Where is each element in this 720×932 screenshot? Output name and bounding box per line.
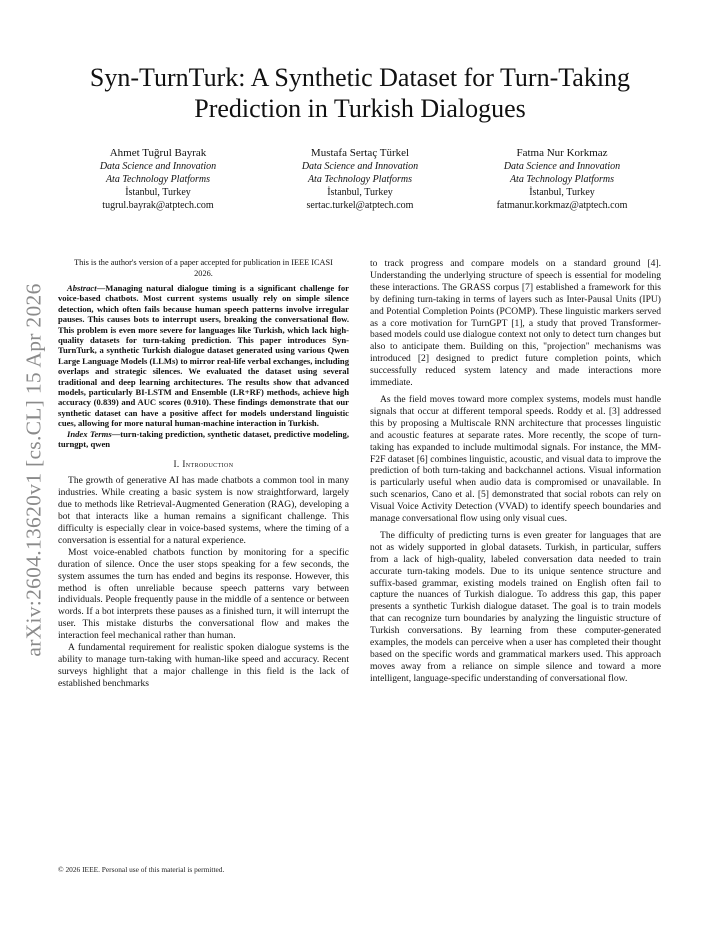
- copyright-notice: © 2026 IEEE. Personal use of this material is permitted.: [58, 865, 225, 874]
- body-paragraph: Most voice-enabled chatbots function by monitoring for a specific duration of silence. Once the user stops speaking for a few seconds, the system assumes the turn has ended and begins its response. However, this method is often unreliable because speech patterns vary between individuals. People frequently pause in the middle of a sentence or between words. If a bot interprets these pauses as a finished turn, it will interrupt the user. This mistake disturbs the conversational flow and makes the interaction feel mechanical rather than human.: [58, 546, 349, 642]
- author-department: Data Science and Innovation: [503, 161, 621, 172]
- index-terms-text: —turn-taking prediction, synthetic dataset, predictive modeling, turngpt, qwen: [58, 428, 350, 450]
- author-organization: Ata Technology Platforms: [307, 174, 413, 185]
- arxiv-identifier: arXiv:2604.13620v1 [cs.CL] 15 Apr 2026: [21, 283, 46, 657]
- abstract: [58, 283, 349, 429]
- author-name: Mustafa Sertaç Türkel: [310, 147, 410, 159]
- author-department: Data Science and Innovation: [99, 161, 217, 172]
- body-paragraph: to track progress and compare models on a standard ground [4]. Understanding the underlying structure of speech is essential for modeling these interactions. The GRASS corpus [7] established a framework for this by defining turn-taking in terms of layers such as Inter-Pausal Units (IPU) and Potential Completion Points (PCOMP). These linguistic markers served as a core motivation for TurnGPT [1], a study that proved Transformer-based models could use dialogue context not only to detect turn changes but also to anticipate them. Building on this, "projection" mechanisms was introduced [2] designed to predict future completion points, which successfully reduced system latency and made interactions more immediate.: [370, 258, 661, 389]
- paper-title: Syn-TurnTurk: A Synthetic Dataset for Turn-Taking Prediction in Turkish Dialogues: [89, 63, 631, 123]
- section-heading-introduction: I. Introduction: [173, 458, 234, 469]
- author-organization: Ata Technology Platforms: [509, 174, 615, 185]
- author-department: Data Science and Innovation: [301, 161, 419, 172]
- body-paragraph: As the field moves toward more complex systems, models must handle signals that occur at different temporal speeds. Roddy et al. [3] addressed this by proposing a Multiscale RNN architecture that processes linguistic and acoustic features at separate rates. More recently, the scope of turn-taking has expanded to include multimodal signals. For instance, the MM-F2F dataset [6] combines linguistic, acoustic, and visual data to improve the prediction of both turn-taking and backchannel actions. Visual information is particularly useful when audio data is compromised or unavailable. In such scenarios, Cano et al. [5] demonstrated that social robots can rely on Visual Voice Activity Detection (VVAD) to identify speech boundaries and manage conversational flow using only visual cues.: [370, 393, 661, 525]
- author-name: Fatma Nur Korkmaz: [516, 147, 608, 159]
- index-terms-label: Index Terms: [67, 428, 112, 439]
- author-organization: Ata Technology Platforms: [105, 174, 211, 185]
- body-paragraph: The growth of generative AI has made chatbots a common tool in many industries. While creating a basic system is now straightforward, largely due to methods like Retrieval-Augmented Generation (RAG), developing a bot that interacts like a human remains a significant challenge. This difficulty is especially clear in voice-based systems, where the timing of a conversation is essential for a natural experience.: [58, 475, 349, 546]
- abstract-text: —Managing natural dialogue timing is a significant challenge for voice-based chatbots. Most current systems usually rely on simple silence detection, which often fails because human speech patterns involve irregular pauses. This causes bots to interrupt users, breaking the conversational flow. This problem is even more severe for languages like Turkish, which lack high-quality datasets for turn-taking prediction. This paper introduces Syn-TurnTurk, a synthetic Turkish dialogue dataset generated using various Qwen Large Language Models (LLMs) to mirror real-life verbal exchanges, including overlaps and strategic silences. We evaluated the dataset using several traditional and deep learning architectures. The results show that advanced models, particularly BI-LSTM and Ensemble (LR+RF) methods, achieve high accuracy (0.839) and AUC scores (0.910). These findings demonstrate that our synthetic dataset can have a positive affect for models understand linguistic cues, allowing for more natural human-machine interaction in Turkish.: [58, 283, 349, 429]
- arxiv-sidebar-stamp: [16, 260, 52, 680]
- author-email: sertac.turkel@atptech.com: [306, 200, 414, 211]
- publication-notice: This is the author's version of a paper accepted for publication in IEEE ICASI 2026.: [74, 258, 333, 278]
- author-email: tugrul.bayrak@atptech.com: [102, 200, 214, 211]
- author-name: Ahmet Tuğrul Bayrak: [109, 147, 207, 159]
- author-city: İstanbul, Turkey: [529, 187, 595, 198]
- author-email: fatmanur.korkmaz@atptech.com: [496, 200, 628, 211]
- right-column: [370, 258, 661, 685]
- author-city: İstanbul, Turkey: [327, 187, 393, 198]
- author-card: [260, 146, 460, 212]
- author-block: [58, 146, 662, 212]
- abstract-label: Abstract: [67, 283, 97, 293]
- body-paragraph: The difficulty of predicting turns is even greater for languages that are not as widely supported in global datasets. Turkish, in particular, suffers from a lack of high-quality, labeled conversation data needed to train accurate turn-taking models. Due to its unique sentence structure and suffix-based grammar, existing models trained on English often fail to capture the nuances of Turkish dialogue. To address this gap, this paper presents a synthetic Turkish dialogue dataset. The goal is to train models that can recognize turn boundaries by analyzing the linguistic structure of Turkish conversations. By learning from these computer-generated examples, the models can perceive when a user has completed their thought based on the specific words and grammatical markers used. This approach moves away from a reliance on simple silence and toward a more intelligent, language-specific understanding of conversational flow.: [370, 529, 661, 684]
- index-terms: [58, 429, 349, 450]
- author-card: [462, 146, 662, 212]
- left-column: [58, 258, 349, 690]
- body-paragraph: A fundamental requirement for realistic spoken dialogue systems is the ability to manage turn-taking with human-like speed and accuracy. Recent surveys highlight that a major challenge in this field is the lack of established benchmarks: [58, 642, 349, 689]
- author-card: [58, 146, 258, 212]
- author-city: İstanbul, Turkey: [125, 187, 191, 198]
